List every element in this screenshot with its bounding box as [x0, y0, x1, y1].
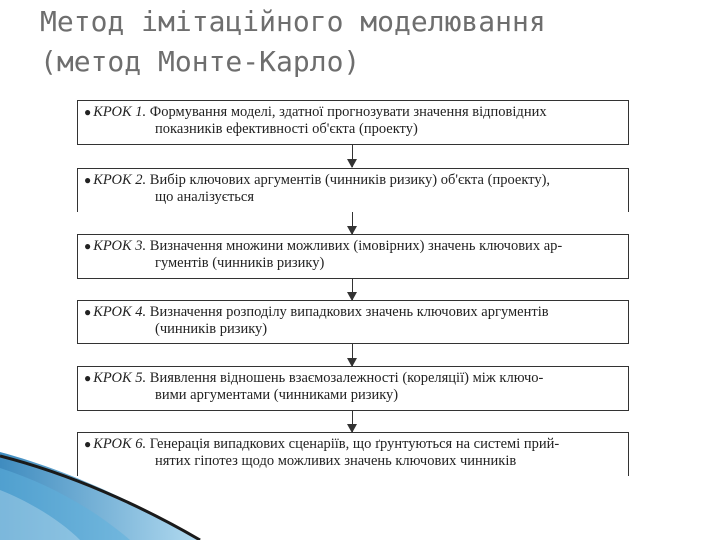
step-label: КРОК 5. [93, 370, 147, 386]
step-box-4 [77, 300, 629, 344]
step-text-line-1: Формування моделі, здатної прогнозувати значення відповідних [149, 104, 547, 120]
step-label: КРОК 4. [93, 304, 147, 320]
step-label: КРОК 1. [93, 104, 147, 120]
bullet-icon: ● [84, 305, 92, 319]
arrow-down-icon [352, 411, 353, 432]
title-line-1: Метод імітаційного моделювання [40, 5, 546, 38]
step-box-2 [77, 168, 629, 212]
arrow-down-icon [352, 279, 353, 300]
corner-swoosh-decoration [0, 450, 210, 540]
bullet-icon: ● [84, 173, 92, 187]
step-label: КРОК 2. [93, 172, 147, 188]
step-text-line-1: Вибір ключових аргументів (чинників ризику) об'єкта (проекту), [149, 172, 551, 188]
step-text-line-1: Генерація випадкових сценаріїв, що ґрунтуються на системі прий- [149, 436, 560, 452]
step-text-line-2: вими аргументами (чинниками ризику) [155, 387, 399, 403]
step-box-3 [77, 234, 629, 279]
bullet-icon: ● [84, 371, 92, 385]
step-text-line-1: Виявлення відношень взаємозалежності (кореляції) між ключо- [149, 370, 544, 386]
step-label: КРОК 3. [93, 238, 147, 254]
step-box-5 [77, 366, 629, 411]
step-text-line-1: Визначення розподілу випадкових значень ключових аргументів [149, 304, 549, 320]
title-line-2: (метод Монте-Карло) [40, 45, 361, 78]
bullet-icon: ● [84, 437, 92, 451]
bullet-icon: ● [84, 105, 92, 119]
step-box-1 [77, 100, 629, 145]
step-text-line-2: показників ефективності об'єкта (проекту) [155, 121, 418, 137]
step-text-line-2: (чинників ризику) [155, 321, 268, 337]
bullet-icon: ● [84, 239, 92, 253]
step-label: КРОК 6. [93, 436, 147, 452]
arrow-down-icon [352, 212, 353, 234]
arrow-down-icon [352, 344, 353, 366]
step-text-line-2: нятих гіпотез щодо можливих значень ключових чинників [155, 453, 517, 469]
step-text-line-1: Визначення множини можливих (імовірних) значень ключових ар- [149, 238, 563, 254]
step-text-line-2: гументів (чинників ризику) [155, 255, 325, 271]
slide-title [40, 2, 546, 82]
arrow-down-icon [352, 145, 353, 167]
step-text-line-2: що аналізується [155, 189, 255, 205]
